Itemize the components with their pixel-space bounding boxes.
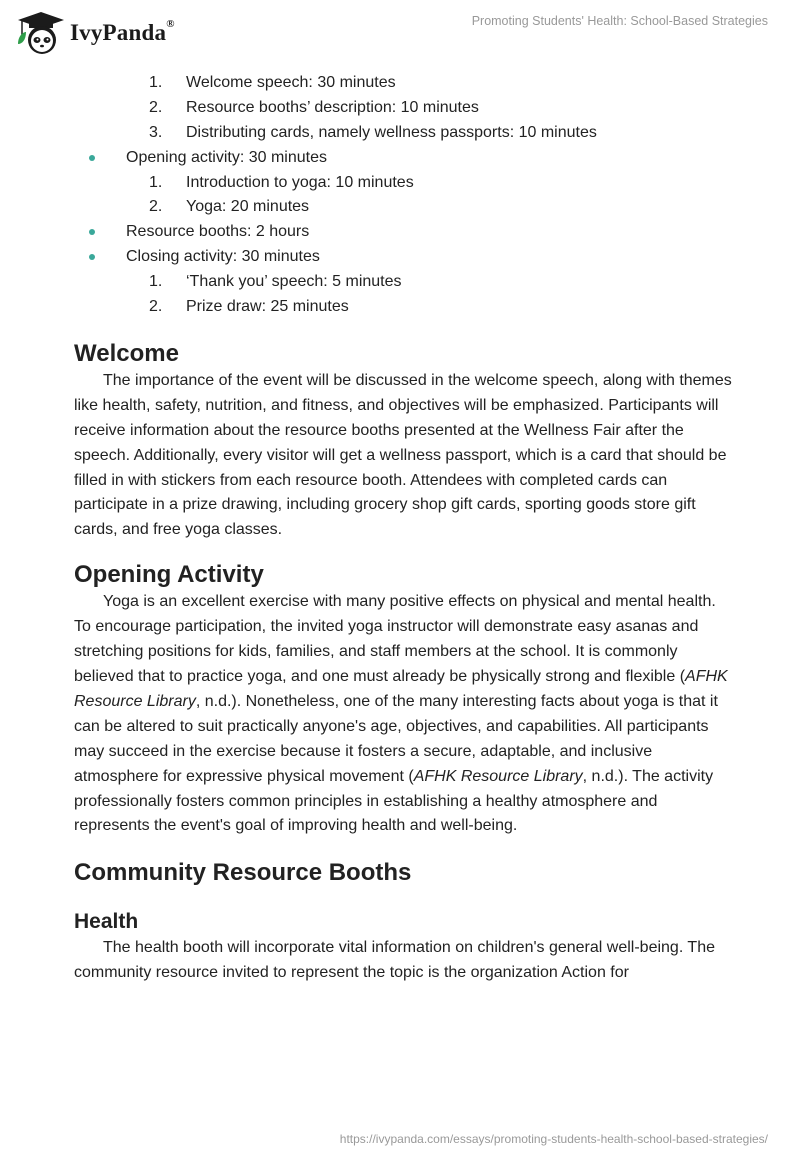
bullet-icon <box>89 229 95 235</box>
section-heading-opening-activity: Opening Activity <box>74 561 264 589</box>
list-item-text: Opening activity: 30 minutes <box>126 148 327 166</box>
source-url[interactable]: https://ivypanda.com/essays/promoting-students-health-school-based-strategies/ <box>339 1132 768 1146</box>
numbered-list-item <box>74 71 734 96</box>
section-heading-welcome: Welcome <box>74 339 179 367</box>
list-number: 3. <box>149 123 163 141</box>
citation: AFHK Resource Library <box>74 667 728 710</box>
list-item-text: Introduction to yoga: 10 minutes <box>186 173 414 191</box>
numbered-list-item <box>74 96 734 121</box>
bullet-list-item <box>74 220 734 245</box>
list-number: 1. <box>149 74 163 91</box>
ivypanda-logo[interactable] <box>14 8 204 58</box>
bullet-list-item <box>74 245 734 270</box>
section-heading-community-resource-booths: Community Resource Booths <box>74 859 412 887</box>
welcome-paragraph: The importance of the event will be discussed in the welcome speech, along with themes like health, safety, nutrition, and fitness, and objectives will be emphasized. Participants will receive information about the resource booths presented at the Wellness Fair after the speech. Additionally, every visitor will get a wellness passport, which is a card that should be filled in with stickers from each resource booth. Attendees with completed cards can participate in a prize drawing, including grocery shop gift cards, sporting goods store gift cards, and free yoga classes. <box>74 371 732 539</box>
numbered-list-item <box>74 295 734 320</box>
list-item-text: Distributing cards, namely wellness passports: 10 minutes <box>186 123 597 141</box>
numbered-list-item <box>74 171 734 196</box>
list-number: 2. <box>149 198 163 216</box>
list-number: 1. <box>149 173 163 191</box>
bullet-list-item <box>74 146 734 171</box>
numbered-list-item <box>74 270 734 295</box>
list-item-text: Yoga: 20 minutes <box>186 198 310 216</box>
list-item-text: ‘Thank you’ speech: 5 minutes <box>186 273 402 291</box>
list-number: 2. <box>149 98 163 116</box>
list-number: 2. <box>149 298 163 316</box>
essay-content <box>74 71 734 986</box>
page-header <box>0 0 800 62</box>
bullet-icon <box>89 155 95 161</box>
subsection-heading-health: Health <box>74 910 139 934</box>
opening-paragraph: Yoga is an excellent exercise with many positive effects on physical and mental health. To encourage participation, the invited yoga instructor will demonstrate easy asanas and stretching positions for kids, families, and staff members at the school. It is commonly believed that to practice yoga, and one must already be physically strong and flexible (AFHK Resource Library, n.d.). Nonetheless, one of the many interesting facts about yoga is that it can be altered to suit practically anyone's age, objectives, and capabilities. All participants may succeed in the exercise because it fosters a secure, adaptable, and inclusive atmosphere for expressive physical movement (AFHK Resource Library, n.d.). The activity professionally fosters common principles in establishing a healthy atmosphere and represents the event's goal of improving health and well-being. <box>74 593 728 835</box>
logo-wordmark: IvyPanda® <box>70 18 175 45</box>
agenda-list <box>74 71 734 320</box>
list-item-text: Closing activity: 30 minutes <box>126 248 320 266</box>
panda-graduate-icon <box>14 10 68 56</box>
list-number: 1. <box>149 273 163 291</box>
numbered-list-item <box>74 195 734 220</box>
citation: AFHK Resource Library <box>413 767 583 785</box>
health-paragraph: The health booth will incorporate vital information on children's general well-being. The community resource invited to represent the topic is the organization Action for <box>74 939 715 982</box>
bullet-icon <box>89 254 95 260</box>
list-item-text: Welcome speech: 30 minutes <box>186 74 396 91</box>
list-item-text: Prize draw: 25 minutes <box>186 298 349 316</box>
list-item-text: Resource booths: 2 hours <box>126 223 310 241</box>
list-item-text: Resource booths’ description: 10 minutes <box>186 98 479 116</box>
numbered-list-item <box>74 121 734 146</box>
document-title: Promoting Students' Health: School-Based Strategies <box>471 14 768 28</box>
